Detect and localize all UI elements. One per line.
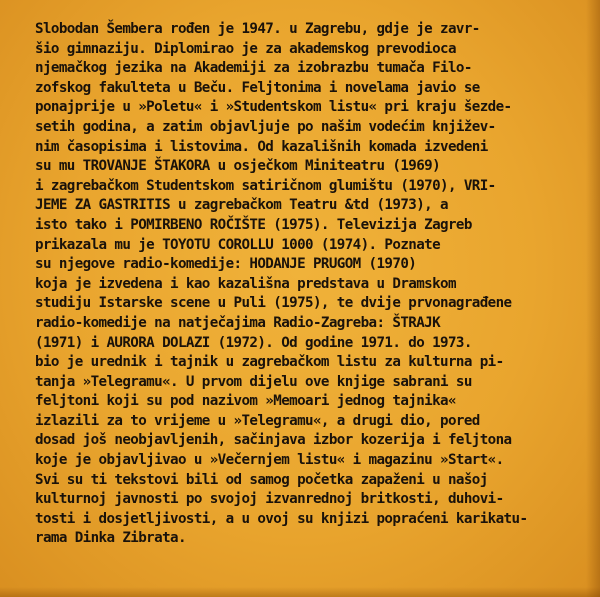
text-line: Slobodan Šembera rođen je 1947. u Zagrebu, gdje je zavr-: [35, 21, 480, 37]
text-line: zofskog fakulteta u Beču. Feljtonima i novelama javio se: [35, 79, 480, 96]
author-biography: [35, 20, 583, 549]
text-line: isto tako i POMIRBENO ROČIŠTE (1975). Televizija Zagreb: [35, 216, 472, 233]
text-line: i zagrebačkom Studentskom satiričnom glumištu (1970), VRI-: [35, 177, 496, 194]
text-line: koje je objavljivao u »Večernjem listu« i magazinu »Start«.: [35, 452, 504, 469]
text-line: tosti i dosjetljivosti, a u ovoj su knjizi popraćeni karikatu-: [35, 510, 528, 527]
text-line: ponajprije u »Poletu« i »Studentskom listu« pri kraju šezde-: [35, 99, 512, 116]
text-line: feljtoni koji su pod nazivom »Memoari jednog tajnika«: [35, 393, 456, 410]
text-line: rama Dinka Zibrata.: [35, 530, 186, 547]
page-edge-shadow-bottom: [0, 587, 600, 597]
text-line: tanja »Telegramu«. U prvom dijelu ove knjige sabrani su: [35, 373, 472, 390]
text-line: koja je izvedena i kao kazališna predstava u Dramskom: [35, 275, 456, 292]
text-line: šio gimnaziju. Diplomirao je za akademskog prevodioca: [35, 40, 456, 57]
text-line: bio je urednik i tajnik u zagrebačkom listu za kulturna pi-: [35, 354, 504, 371]
text-line: nim časopisima i listovima. Od kazališnih komada izvedeni: [35, 138, 488, 155]
text-line: dosad još neobjavljenih, sačinjava izbor kozerija i feljtona: [35, 432, 512, 449]
text-line: izlazili za to vrijeme u »Telegramu«, a drugi dio, pored: [35, 412, 480, 429]
text-line: (1971) i AURORA DOLAZI (1972). Od godine 1971. do 1973.: [35, 334, 472, 351]
text-line: setih godina, a zatim objavljuje po našim vodećim književ-: [35, 118, 496, 135]
text-line: kulturnoj javnosti po svojoj izvanrednoj britkosti, duhovi-: [35, 491, 504, 508]
text-line: su njegove radio-komedije: HODANJE PRUGOM (1970): [35, 256, 417, 273]
page-edge-shadow: [586, 0, 600, 597]
text-line: Svi su ti tekstovi bili od samog početka zapaženi u našoj: [35, 471, 488, 488]
text-line: studiju Istarske scene u Puli (1975), te dvije prvonagrađene: [35, 295, 512, 312]
text-line: JEME ZA GASTRITIS u zagrebačkom Teatru &td (1973), a: [35, 197, 448, 214]
text-line: prikazala mu je TOYOTU COROLLU 1000 (1974). Poznate: [35, 236, 441, 253]
text-line: njemačkog jezika na Akademiji za izobrazbu tumača Filo-: [35, 60, 472, 77]
text-line: su mu TROVANJE ŠTAKORA u osječkom Miniteatru (1969): [35, 158, 441, 175]
text-line: radio-komedije na natječajima Radio-Zagreba: ŠTRAJK: [35, 314, 441, 331]
